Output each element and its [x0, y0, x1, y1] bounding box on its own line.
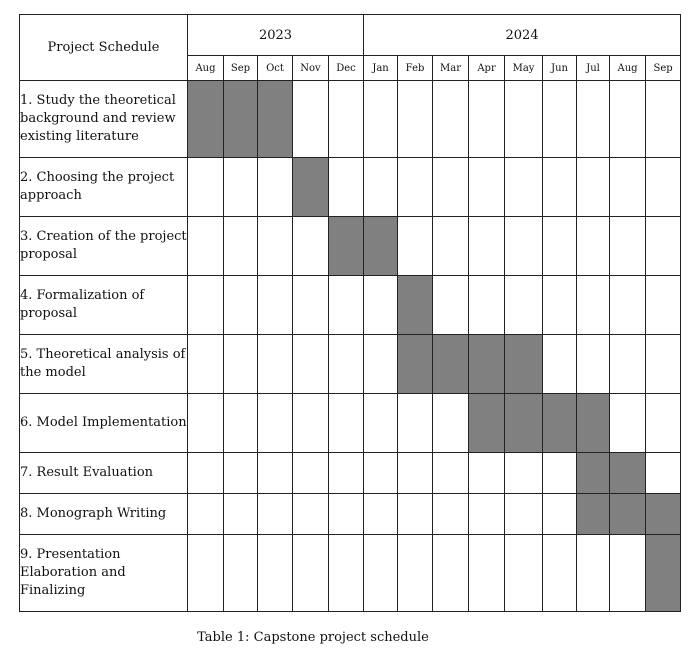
schedule-bar-cell — [398, 335, 433, 394]
schedule-cell — [646, 276, 681, 335]
month-header: Apr — [469, 56, 505, 81]
schedule-bar-cell — [610, 494, 646, 535]
schedule-cell — [188, 494, 224, 535]
schedule-cell — [224, 158, 258, 217]
task-name: 5. Theoretical analysis of the model — [20, 335, 188, 394]
schedule-cell — [258, 535, 293, 612]
schedule-cell — [577, 276, 610, 335]
schedule-cell — [543, 81, 577, 158]
schedule-cell — [433, 394, 469, 453]
task-row — [20, 394, 681, 453]
schedule-cell — [258, 217, 293, 276]
schedule-cell — [293, 494, 329, 535]
schedule-cell — [398, 217, 433, 276]
task-row — [20, 81, 681, 158]
schedule-cell — [293, 535, 329, 612]
schedule-cell — [577, 158, 610, 217]
task-row — [20, 535, 681, 612]
schedule-bar-cell — [543, 394, 577, 453]
task-name: 7. Result Evaluation — [20, 453, 188, 494]
schedule-cell — [188, 276, 224, 335]
schedule-cell — [224, 276, 258, 335]
schedule-bar-cell — [258, 81, 293, 158]
year-header-row — [20, 15, 681, 56]
schedule-cell — [469, 453, 505, 494]
schedule-cell — [646, 335, 681, 394]
schedule-cell — [610, 394, 646, 453]
schedule-bar-cell — [433, 335, 469, 394]
task-row — [20, 276, 681, 335]
schedule-bar-cell — [577, 394, 610, 453]
schedule-cell — [610, 335, 646, 394]
month-header: Mar — [433, 56, 469, 81]
schedule-cell — [469, 494, 505, 535]
schedule-cell — [505, 158, 543, 217]
schedule-cell — [505, 494, 543, 535]
schedule-bar-cell — [224, 81, 258, 158]
year-header: 2023 — [188, 15, 364, 56]
task-name: 4. Formalization of proposal — [20, 276, 188, 335]
schedule-cell — [646, 81, 681, 158]
schedule-cell — [610, 81, 646, 158]
schedule-cell — [577, 335, 610, 394]
schedule-cell — [505, 276, 543, 335]
table-caption: Table 1: Capstone project schedule — [197, 630, 429, 645]
schedule-cell — [364, 81, 398, 158]
schedule-cell — [329, 158, 364, 217]
month-header: Nov — [293, 56, 329, 81]
schedule-cell — [293, 394, 329, 453]
schedule-cell — [364, 494, 398, 535]
task-row — [20, 453, 681, 494]
schedule-cell — [610, 535, 646, 612]
schedule-cell — [293, 217, 329, 276]
schedule-cell — [398, 158, 433, 217]
task-row — [20, 217, 681, 276]
schedule-cell — [543, 335, 577, 394]
schedule-cell — [610, 217, 646, 276]
schedule-cell — [469, 81, 505, 158]
schedule-bar-cell — [188, 81, 224, 158]
schedule-cell — [224, 394, 258, 453]
task-name: 6. Model Implementation — [20, 394, 188, 453]
schedule-cell — [293, 276, 329, 335]
month-header: Feb — [398, 56, 433, 81]
schedule-cell — [293, 335, 329, 394]
schedule-cell — [188, 394, 224, 453]
schedule-bar-cell — [646, 494, 681, 535]
schedule-cell — [364, 394, 398, 453]
schedule-bar-cell — [364, 217, 398, 276]
schedule-cell — [258, 335, 293, 394]
schedule-bar-cell — [505, 335, 543, 394]
schedule-cell — [433, 158, 469, 217]
schedule-cell — [433, 535, 469, 612]
month-header: Jul — [577, 56, 610, 81]
schedule-cell — [224, 494, 258, 535]
schedule-cell — [188, 335, 224, 394]
month-header: Jun — [543, 56, 577, 81]
schedule-cell — [258, 276, 293, 335]
project-schedule-table — [19, 14, 681, 612]
schedule-cell — [258, 158, 293, 217]
schedule-cell — [577, 217, 610, 276]
schedule-cell — [188, 535, 224, 612]
schedule-cell — [469, 217, 505, 276]
schedule-cell — [188, 217, 224, 276]
month-header: Dec — [329, 56, 364, 81]
schedule-cell — [469, 535, 505, 612]
schedule-cell — [364, 335, 398, 394]
schedule-cell — [505, 81, 543, 158]
schedule-bar-cell — [577, 453, 610, 494]
schedule-bar-cell — [469, 335, 505, 394]
schedule-cell — [543, 217, 577, 276]
schedule-bar-cell — [469, 394, 505, 453]
table-title-header: Project Schedule — [20, 15, 188, 81]
schedule-cell — [329, 394, 364, 453]
schedule-cell — [505, 453, 543, 494]
task-name: 9. Presentation Elaboration and Finalizing — [20, 535, 188, 612]
schedule-cell — [188, 158, 224, 217]
month-header: Sep — [224, 56, 258, 81]
task-name: 2. Choosing the project approach — [20, 158, 188, 217]
month-header: May — [505, 56, 543, 81]
schedule-cell — [433, 453, 469, 494]
month-header: Aug — [188, 56, 224, 81]
schedule-cell — [398, 394, 433, 453]
schedule-cell — [646, 158, 681, 217]
schedule-cell — [610, 276, 646, 335]
task-row — [20, 335, 681, 394]
month-header: Sep — [646, 56, 681, 81]
task-name: 1. Study the theoretical background and review existing literature — [20, 81, 188, 158]
task-row — [20, 158, 681, 217]
schedule-cell — [258, 453, 293, 494]
schedule-cell — [293, 81, 329, 158]
schedule-cell — [224, 217, 258, 276]
task-row — [20, 494, 681, 535]
month-header: Oct — [258, 56, 293, 81]
schedule-cell — [610, 158, 646, 217]
schedule-cell — [505, 535, 543, 612]
task-rows — [20, 81, 681, 612]
schedule-cell — [543, 276, 577, 335]
year-header: 2024 — [364, 15, 681, 56]
schedule-bar-cell — [505, 394, 543, 453]
schedule-bar-cell — [577, 494, 610, 535]
schedule-cell — [433, 81, 469, 158]
schedule-cell — [329, 276, 364, 335]
schedule-cell — [329, 81, 364, 158]
month-header: Aug — [610, 56, 646, 81]
schedule-cell — [188, 453, 224, 494]
schedule-cell — [364, 158, 398, 217]
schedule-cell — [543, 494, 577, 535]
schedule-cell — [469, 276, 505, 335]
schedule-bar-cell — [293, 158, 329, 217]
schedule-cell — [364, 535, 398, 612]
schedule-cell — [433, 217, 469, 276]
schedule-cell — [224, 335, 258, 394]
schedule-cell — [293, 453, 329, 494]
schedule-cell — [543, 535, 577, 612]
schedule-cell — [577, 81, 610, 158]
task-name: 3. Creation of the project proposal — [20, 217, 188, 276]
schedule-cell — [364, 453, 398, 494]
schedule-cell — [433, 276, 469, 335]
schedule-bar-cell — [398, 276, 433, 335]
schedule-cell — [646, 394, 681, 453]
schedule-cell — [646, 453, 681, 494]
schedule-bar-cell — [329, 217, 364, 276]
schedule-cell — [646, 217, 681, 276]
schedule-cell — [258, 394, 293, 453]
schedule-cell — [577, 535, 610, 612]
schedule-cell — [329, 453, 364, 494]
schedule-cell — [398, 535, 433, 612]
schedule-cell — [433, 494, 469, 535]
schedule-cell — [364, 276, 398, 335]
schedule-cell — [543, 158, 577, 217]
schedule-cell — [224, 453, 258, 494]
schedule-cell — [329, 494, 364, 535]
schedule-cell — [258, 494, 293, 535]
schedule-cell — [543, 453, 577, 494]
month-header: Jan — [364, 56, 398, 81]
schedule-cell — [329, 335, 364, 394]
schedule-cell — [398, 81, 433, 158]
schedule-cell — [224, 535, 258, 612]
task-name: 8. Monograph Writing — [20, 494, 188, 535]
schedule-cell — [505, 217, 543, 276]
schedule-bar-cell — [646, 535, 681, 612]
schedule-cell — [398, 494, 433, 535]
schedule-cell — [329, 535, 364, 612]
schedule-bar-cell — [610, 453, 646, 494]
schedule-cell — [398, 453, 433, 494]
schedule-cell — [469, 158, 505, 217]
